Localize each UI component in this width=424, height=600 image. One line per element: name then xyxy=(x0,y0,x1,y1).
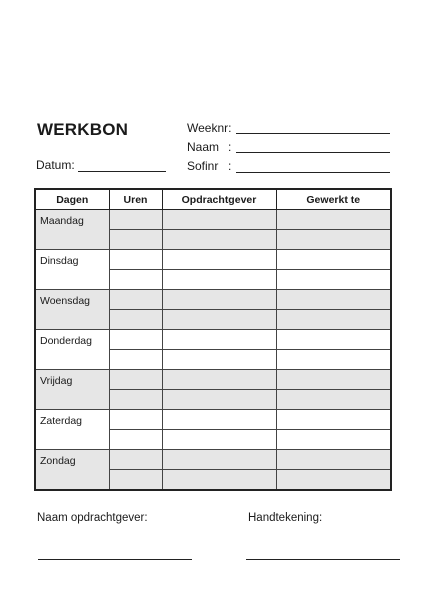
sofinr-label: Sofinr xyxy=(187,159,219,173)
day-maandag: Maandag xyxy=(35,210,109,250)
cell-uren[interactable] xyxy=(109,470,162,491)
col-header-opdrachtgever: Opdrachtgever xyxy=(162,189,276,210)
col-header-dagen: Dagen xyxy=(35,189,109,210)
table-row xyxy=(35,330,391,350)
cell-opdrachtgever[interactable] xyxy=(162,450,276,470)
cell-gewerkt-te[interactable] xyxy=(276,450,391,470)
cell-gewerkt-te[interactable] xyxy=(276,370,391,390)
cell-gewerkt-te[interactable] xyxy=(276,330,391,350)
day-donderdag: Donderdag xyxy=(35,330,109,370)
form-title: WERKBON xyxy=(37,120,129,139)
cell-uren[interactable] xyxy=(109,310,162,330)
day-zaterdag: Zaterdag xyxy=(35,410,109,450)
cell-opdrachtgever[interactable] xyxy=(162,430,276,450)
table-row xyxy=(35,450,391,470)
cell-uren[interactable] xyxy=(109,450,162,470)
day-zondag: Zondag xyxy=(35,450,109,491)
cell-uren[interactable] xyxy=(109,350,162,370)
handtekening-label: Handtekening: xyxy=(248,512,323,524)
cell-opdrachtgever[interactable] xyxy=(162,350,276,370)
col-header-gewerkt-te: Gewerkt te xyxy=(276,189,391,210)
cell-opdrachtgever[interactable] xyxy=(162,410,276,430)
cell-uren[interactable] xyxy=(109,230,162,250)
cell-uren[interactable] xyxy=(109,390,162,410)
naam-opdrachtgever-line[interactable] xyxy=(38,559,192,560)
cell-gewerkt-te[interactable] xyxy=(276,290,391,310)
cell-gewerkt-te[interactable] xyxy=(276,350,391,370)
cell-gewerkt-te[interactable] xyxy=(276,470,391,491)
table-row xyxy=(35,210,391,230)
cell-opdrachtgever[interactable] xyxy=(162,330,276,350)
cell-uren[interactable] xyxy=(109,290,162,310)
cell-gewerkt-te[interactable] xyxy=(276,210,391,230)
cell-opdrachtgever[interactable] xyxy=(162,470,276,491)
cell-opdrachtgever[interactable] xyxy=(162,290,276,310)
cell-uren[interactable] xyxy=(109,370,162,390)
cell-opdrachtgever[interactable] xyxy=(162,270,276,290)
naam-label: Naam xyxy=(187,140,220,154)
table-row xyxy=(35,290,391,310)
col-header-uren: Uren xyxy=(109,189,162,210)
datum-label: Datum: xyxy=(36,158,75,172)
cell-uren[interactable] xyxy=(109,430,162,450)
naam-opdrachtgever-label: Naam opdrachtgever: xyxy=(37,512,148,524)
cell-uren[interactable] xyxy=(109,270,162,290)
day-vrijdag: Vrijdag xyxy=(35,370,109,410)
cell-opdrachtgever[interactable] xyxy=(162,390,276,410)
table-row xyxy=(35,250,391,270)
cell-gewerkt-te[interactable] xyxy=(276,430,391,450)
cell-uren[interactable] xyxy=(109,330,162,350)
day-dinsdag: Dinsdag xyxy=(35,250,109,290)
table-row xyxy=(35,410,391,430)
sofinr-colon: : xyxy=(228,159,232,173)
naam-colon: : xyxy=(228,140,232,154)
cell-gewerkt-te[interactable] xyxy=(276,230,391,250)
datum-line[interactable] xyxy=(78,171,166,172)
cell-gewerkt-te[interactable] xyxy=(276,250,391,270)
weeknr-line[interactable] xyxy=(236,133,390,134)
cell-opdrachtgever[interactable] xyxy=(162,310,276,330)
cell-gewerkt-te[interactable] xyxy=(276,390,391,410)
cell-opdrachtgever[interactable] xyxy=(162,250,276,270)
table-header-row xyxy=(35,189,391,210)
cell-uren[interactable] xyxy=(109,410,162,430)
cell-opdrachtgever[interactable] xyxy=(162,210,276,230)
weeknr-label: Weeknr: xyxy=(187,121,232,135)
naam-line[interactable] xyxy=(236,152,390,153)
werkbon-table xyxy=(34,188,392,491)
sofinr-line[interactable] xyxy=(236,172,390,173)
handtekening-line[interactable] xyxy=(246,559,400,560)
cell-uren[interactable] xyxy=(109,250,162,270)
cell-gewerkt-te[interactable] xyxy=(276,410,391,430)
cell-gewerkt-te[interactable] xyxy=(276,270,391,290)
cell-uren[interactable] xyxy=(109,210,162,230)
day-woensdag: Woensdag xyxy=(35,290,109,330)
cell-gewerkt-te[interactable] xyxy=(276,310,391,330)
cell-opdrachtgever[interactable] xyxy=(162,230,276,250)
cell-opdrachtgever[interactable] xyxy=(162,370,276,390)
table-row xyxy=(35,370,391,390)
